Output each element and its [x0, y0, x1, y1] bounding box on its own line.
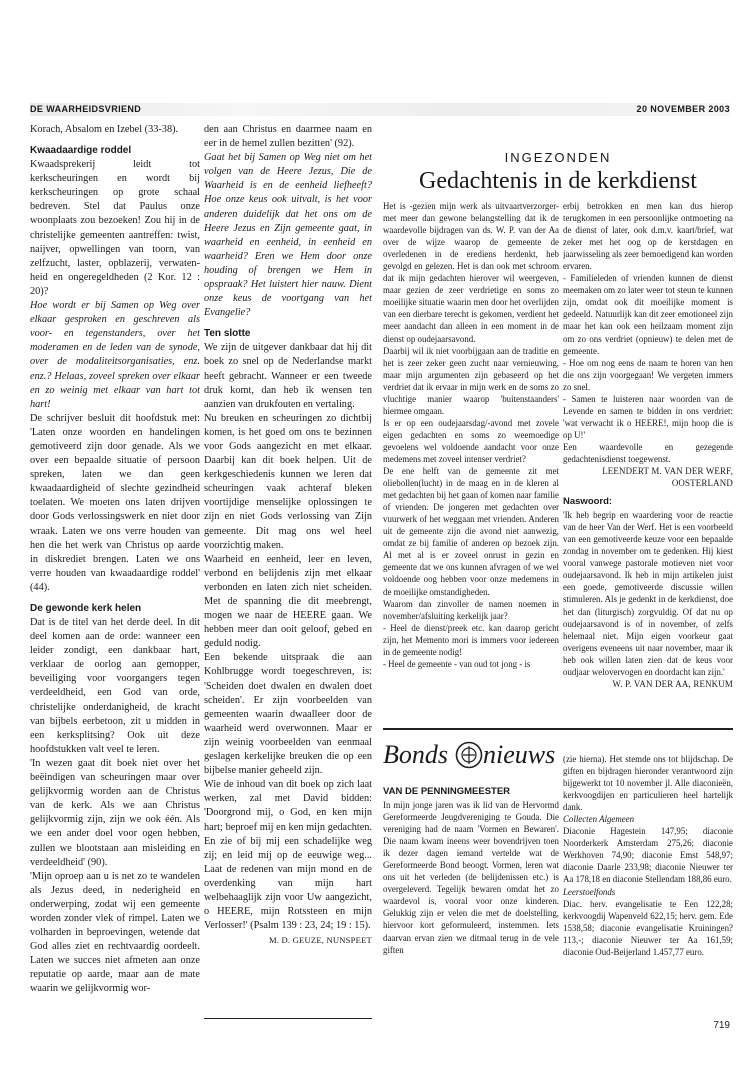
column-6	[563, 753, 733, 958]
article-title: Gedachtenis in de kerkdienst	[419, 168, 697, 194]
paragraph: - Samen te luisteren naar woorden van de Levende en samen te bidden in ons verdriet: 'wat verwacht ik o HEERE!, mijn hoop die is op U!'	[563, 393, 733, 440]
paragraph: erbij betrokken en men kan dus hierop terugkomen in een persoonlijke ontmoeting na de dienst of later, ook d.m.v. kaart/brief, wat zeker met het oog op de kerstdagen en jaarwisseling als zeer bemoedigend kan worden ervaren.	[563, 201, 733, 272]
paragraph: Korach, Absalom en Izebel (33-38).	[30, 124, 179, 135]
section-divider	[383, 728, 733, 730]
paragraph: Dat is de titel van het derde deel. In dit deel komen aan de orde: wanneer een leider zondigt, een dankbaar hart, verklaar de oorlog aan gemopper, beveiliging voor voorgangers tegen verdeeldheid, een God van orde, christelijke onderdanigheid, de kracht van bijbels eerbetoon, zit u midden in een kerksplitsing? Ook uit deze hoofdstukken valt veel te leren.	[30, 617, 200, 755]
running-header	[30, 103, 730, 116]
logo-word-left: Bonds	[383, 740, 448, 769]
issue-date: 20 NOVEMBER 2003	[636, 104, 730, 114]
logo-word-right: nieuws	[483, 740, 556, 769]
section-heading: Ten slotte	[204, 328, 251, 340]
paragraph: - Familieleden of vrienden kunnen de dienst meemaken om zo later weer tot steun te kunnen zijn, omdat ook dit moeilijke moment is gedeeld. Natuurlijk kan dit zeer emotioneel zijn maar het kan ook een heilzaam moment zijn om zo ons verdriet (opnieuw) te delen met de gemeente.	[563, 273, 733, 356]
section-heading: Kwaadaardige roddel	[30, 145, 132, 157]
paragraph: (zie hierna). Het stemde ons tot blijdschap. De giften en bijdragen hieronder verantwoord zijn bijgewerkt tot 10 november jl. Alle diaconieën, kerkvoogdijen en particulieren heel hartelijk dank.	[563, 754, 733, 813]
column-2	[204, 123, 372, 947]
author-signature: M. D. GEUZE, NUNSPEET	[268, 935, 372, 946]
paragraph: - Heel de dienst/preek etc. kan daarop gericht zijn, het Memento mori is immers voor iedereen in de gemeente nodig!	[383, 622, 559, 657]
section-heading: Naswoord:	[563, 496, 613, 508]
paragraph-italic: Gaat het bij Samen op Weg niet om het volgen van de Heere Jezus, Die de Waarheid is en de eenheid liefheeft? Hoe onze keus ook uitvalt, is het voor anderen duidelijk dat het ons om de Heere Jezus en Zijn gemeente gaat, in waarheid en eenheid, in eenheid en waarheid? Eren we Hem door onze houding of brengen we Hem in opspraak? Het luistert hier nauw. Dient onze keus de voortgang van het Evangelie?	[204, 152, 372, 319]
paragraph: Het is -gezien mijn werk als uitvaartverzorger- met meer dan gewone belangstelling dat ik de waardevolle bijdragen van ds. W. P. van der Aa over de wijze waarop de gemeente de overledenen in de erediens herdenkt, heb gevolgd en gelezen. Het is dan ook met schroom dat ik mijn gedachten hierover wil weergeven, maar gezien de zeer verdrietige en soms zo moeilijke situatie waarin men door het overlijden van een dierbare terecht is gekomen, verdient het meer aandacht dan alleen in een moment in de dienst op oudejaarsavond.	[383, 201, 559, 344]
paragraph: Kwaadsprekerij leidt tot kerkscheuringen en wordt bij kerkscheuringen op grote schaal bedreven. Stel dat Paulus onze woonplaats zou bezoeken! Zou hij in de christelijke gemeenten aantreffen: twist, naijver, opwellingen van toorn, van zelfzucht, laster, opblazerij, verwatenheid en ongeregeldheden (2 Kor. 12 : 20)?	[30, 159, 200, 297]
column-4	[563, 200, 733, 690]
paragraph: Diaconie Hagestein 147,95; diaconie Noorderkerk Amsterdam 275,26; diaconie Werkhoven 74,90; diaconie Emst 548,97; diaconie Daarle 233,98; diaconie Nieuwer ter Aa 178,18 en diaconie Stellendam 188,86 euro.	[563, 826, 733, 885]
page-number: 719	[713, 1020, 730, 1031]
paragraph: In mijn jonge jaren was ik lid van de Hervormd Gereformeerde Jeugdvereniging te Gouda. Die vereniging had de naam 'Vormen en Bewaren'. Die naam kwam ineens weer bovendrijven toen ik dezer dagen iemand vertelde wat de Gereformeerde Bond beoogt. Vormen, leren wat ons uit het verleden (de belijdenissen etc.) is overgeleverd. Tegelijk bewaren omdat het zo waardevol is, vooral voor onze kinderen. Gelukkig zijn er velen die met de doelstelling, hiervoor kort geformuleerd, instemmen. Iets daarvan ervan zien we ditmaal terug in de vele giften	[383, 800, 559, 955]
paragraph: Een waardevolle en gezegende gedachtenisdienst toegewenst.	[563, 441, 733, 464]
author-signature: W. P. VAN DER AA, RENKUM	[612, 678, 733, 689]
paragraph-italic: Hoe wordt er bij Samen op Weg over elkaar gesproken en geschreven als voor- en tegenstanders, over het moderamen en de leden van de synode, over de modaliteitsorganisaties, enz. enz.? Helaas, zoveel spreken over elkaar en zo weinig met elkaar van hart tot hart!	[30, 300, 200, 410]
paragraph: - Hoe om nog eens de naam te horen van hen die ons zijn voorgegaan! We vergeten immers zo snel.	[563, 357, 733, 392]
bondsnieuws-logo	[383, 738, 559, 774]
paragraph: De schrijver besluit dit hoofdstuk met: 'Laten onze woorden en handelingen gemotiveerd zijn door genade. Als we over een bepaalde situatie of persoon spreken, laten we dan geen kwaadaardigheid of slechte gezindheid toelaten. We moeten ons laten drijven door Gods verlossingswerk en niet door wraak. Laten we ons verre houden van hen die het werk van Christus op aarde in diskrediet brengen. Laten we ons verre houden van kwaadaardige roddel' (44).	[30, 412, 200, 593]
section-heading: De gewonde kerk helen	[30, 603, 142, 614]
paragraph: Is er op een oudejaarsdag/-avond met zovele eigen gedachten en soms zo weemoedige gevoelens wel voldoende aandacht voor onze medemens met zoveel intenser verdriet?	[383, 417, 559, 464]
paragraph: Een bekende uitspraak die aan Kohlbrugge wordt toegeschreven, is: 'Scheiden doet dwalen en dwalen doet scheiden'. Er zijn voorbeelden van gemeenten waarin dwaalleer door de waarheid werd overwonnen. Maar er zijn weinig voorbeelden van eenmaal geslagen kerkelijke breuken die op een bijbelse manier geheeld zijn.	[204, 652, 372, 777]
paragraph: Daarbij wil ik niet voorbijgaan aan de traditie en het is zeer zeker geen zucht naar vernieuwing, maar mijn argumenten zijn gebaseerd op het verdriet dat ik ervaar in mijn werk en de soms zo vluchtige manier waarop 'buitenstaanders' hiermee omgaan.	[383, 345, 559, 416]
paragraph: den aan Christus en daarmee naam en eer in de hemel zullen bezitten' (92).	[204, 124, 372, 150]
subheading: Leerstoelfonds	[563, 886, 616, 897]
emblem-icon	[455, 740, 483, 770]
paragraph: - Heel de gemeente - van oud tot jong - is	[383, 658, 531, 669]
paragraph: 'Mijn oproep aan u is net zo te wandelen als Jezus deed, in nederigheid en onderwerping, zodat wij een gemeente worden zonder vlek of rimpel. Laten we volharden in beproevingen, wetende dat God alles ziet en rechtvaardig oordeelt. Laten we succes niet afmeten aan onze reputatie op aarde, maar aan de mate waarin we gelijkvormig wor-	[30, 870, 200, 995]
paragraph: Waarom dan zinvoller de namen noemen in november/afsluiting kerkelijk jaar?	[383, 598, 559, 621]
paragraph: We zijn de uitgever dankbaar dat hij dit boek zo snel op de Nederlandse markt heeft gebracht. Wanneer er een tweede druk komt, dan heb ik wensen ten aanzien van drukfouten en vertaling.	[204, 342, 372, 410]
paragraph: De ene helft van de gemeente zit met oliebollen(lucht) in de maag en in de kleren al met gedachten bij het gaan of komen naar familie of vrienden. De jongeren met gedachten over vuurwerk of het weggaan met vrienden. Anderen uit de gemeente zijn die avond niet aanwezig, omdat ze bij familie of anderen op bezoek zijn. Al met al is er zoveel onrust in gezin en gemeente dat we ons kunnen afvragen of we wel voldoende oog hebben voor onze medemens in de moeilijke omstandigheden.	[383, 466, 559, 597]
paragraph: Wie de inhoud van dit boek op zich laat werken, zal met David bidden: 'Doorgrond mij, o God, en ken mijn hart; beproef mij en ken mijn gedachten. En zie of bij mij een schadelijke weg zij; en leid mij op de eeuwige weg... Laat de redenen van mijn mond en de overdenking van mijn hart welbehaaglijk zijn voor Uw aangezicht, o HEERE, mijn Rotssteen en mijn Verlosser!' (Psalm 139 : 23, 24; 19 : 15).	[204, 779, 372, 932]
publication-name: DE WAARHEIDSVRIEND	[30, 104, 142, 114]
column-3	[383, 200, 559, 670]
paragraph: 'Ik heb begrip en waardering voor de reactie van de heer Van der Werf. Het is een voorbeeld van een gemotiveerde keuze voor een bepaalde zondag in november om te gedenken. Hij kiest vooral vanwege pastorale motieven niet voor oudejaarsavond. Ik heb in mijn artikelen juist een goede, gemotiveerde discussie willen stimuleren. Als je gedenkt in de kerkdienst, doe het dan (liturgisch) zorgvuldig. Of dat nu op oudejaarsavond is of in november, of zelfs helemaal niet. Mijn eigen voorkeur gaat overigens eveneens uit naar november, maar ik heb ook willen laten zien dat de keus voor oudjaar welovervogen en doordacht kan zijn.'	[563, 510, 733, 677]
author-signature: LEENDERT M. VAN DER WERF, OOSTERLAND	[602, 466, 733, 489]
paragraph: Waarheid en eenheid, leer en leven, verbond en belijdenis zijn met elkaar verbonden en laten zich niet scheiden. Met de spanning die dit meebrengt, mogen we naar de HEERE gaan. We hebben meer dan ooit geloof, gebed en geduld nodig.	[204, 553, 372, 650]
column-end-rule	[204, 1018, 372, 1019]
section-kicker: INGEZONDEN	[504, 150, 612, 165]
paragraph: Diac. herv. evangelisatie te Een 122,28; kerkvoogdij Wapenveld 622,15; herv. gem. Ede 1538,58; diaconie evangelisatie Kruiningen? 113,-; diaconie Nieuwer ter Aa 161,59; diaconie Oud-Beijerland 1.457,77 euro.	[563, 898, 733, 957]
column-5	[383, 785, 559, 956]
paragraph: Nu breuken en scheuringen zo dichtbij komen, is het goed om ons te bezinnen voor Gods aangezicht en met elkaar. Daarbij kan dit boek helpen. Uit de kerkgeschiedenis kunnen we leren dat scheuringen vaak achteraf bleken voortijdige menselijke oplossingen te zijn en niet Gods verlossing van Zijn gemeente. Dit mag ons wel heel voorzichtig maken.	[204, 412, 372, 551]
section-heading: VAN DE PENNINGMEESTER	[383, 786, 511, 797]
subheading: Collecten Algemeen	[563, 814, 635, 825]
paragraph: 'In wezen gaat dit boek niet over het beëindigen van scheuringen maar over gelijkvormig worden aan de Christus van de kerk. Als we aan Christus gelijkvormig zijn, zijn we ook één. Als we een ander doel voor ogen hebben, zullen we blootstaan aan misleiding en verdeeldheid' (90).	[30, 757, 200, 868]
column-1	[30, 123, 200, 997]
